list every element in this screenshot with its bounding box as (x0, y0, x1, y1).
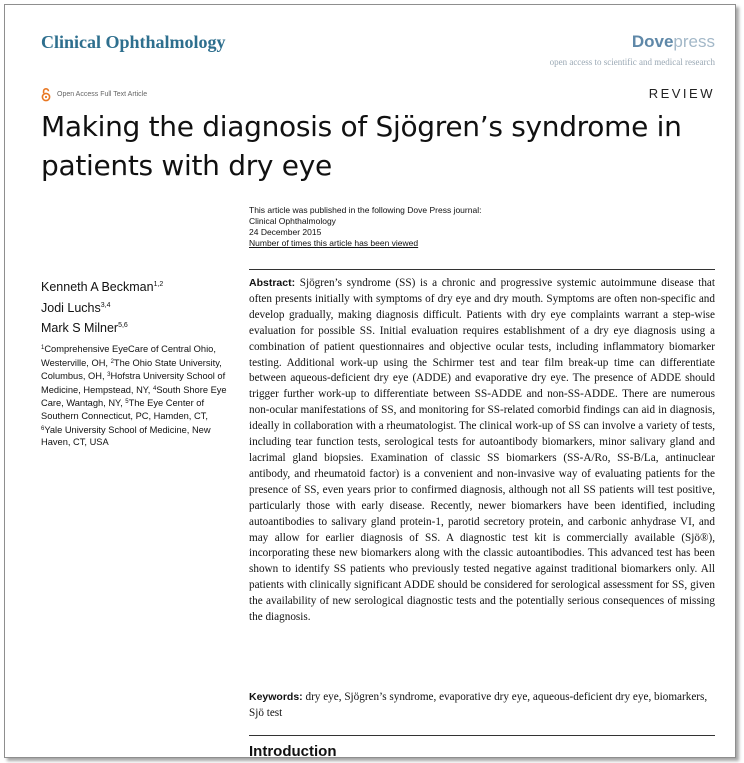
article-page (4, 4, 736, 758)
article-title: Making the diagnosis of Sjögren’s syndrome in patients with dry eye (41, 110, 682, 182)
affiliation-text: Comprehensive EyeCare of Central Ohio, Westerville, OH, (41, 344, 216, 368)
author-list (41, 276, 163, 338)
publisher-logo-press: press (673, 32, 715, 51)
author-affiliation-marker: 1,2 (153, 281, 164, 288)
affiliation-text: Hofstra University School of Medicine, Hempstead, NY, (41, 371, 226, 395)
author-affiliation-marker: 5,6 (118, 322, 128, 329)
publication-info-intro: This article was published in the following Dove Press journal: (249, 205, 482, 215)
affiliation (41, 425, 211, 448)
abstract-text: Sjögren’s syndrome (SS) is a chronic and progressive systemic autoimmune disease that often presents initially with symptoms of dry eye and dry mouth. Symptoms are often non-specific and develop gradually, making diagnosis difficult. Patients with dry eye complaints warrant a step-wise evaluation for possible SS. Initial evaluation requires establishment of a dry eye diagnosis using a combination of patient questionnaires and objective ocular tests, including inflammatory biomarker testing. Additional work-up using the Schirmer test and tear film break-up time can differentiate between aqueous-deficient dry eye (ADDE) and evaporative dry eye. The presence of ADDE should trigger further work-up to differentiate between SS-ADDE and non-SS-ADDE. There are numerous non-ocular manifestations of SS, and monitoring for SS-related comorbid findings can aid in diagnosis, ideally in collaboration with a rheumatologist. The clinical work-up of SS can involve a variety of tests, including tear function tests, serological tests for autoantibody biomarkers, minor salivary gland and lacrimal gland biopsies. Examination of classic SS biomarkers (SS-A/Ro, SS-B/La, antinuclear antibody, and rheumatoid factor) is a convenient and non-invasive way of evaluating patients for the presence of SS, even years prior to confirmed diagnosis, although not all SS patients will test positive, particularly those with early disease. Recently, newer biomarkers have been identified, including autoantibodies to salivary gland protein-1, parotid secretory protein, and carbonic anhydrase VI, and may allow for earlier diagnosis of SS. A diagnostic test kit is commercially available (Sjö®), incorporating these new biomarkers along with the classic autoantibodies. This advanced test has been shown to identify SS patients who previously tested negative against traditional biomarkers only. All patients with clinically significant ADDE should be considered for serological assessment for SS, given the availability of new serological diagnostic tests and the potentially serious consequences of missing the diagnosis. (249, 277, 716, 624)
publisher-tagline: open access to scientific and medical research (549, 57, 715, 67)
publication-info-journal: Clinical Ophthalmology (249, 216, 336, 226)
article-type-label: REVIEW (648, 86, 715, 101)
affiliation-marker: 4 (152, 385, 157, 392)
affiliation-text: South Shore Eye Care, Wantagh, NY, (41, 384, 227, 409)
author (41, 317, 163, 338)
affiliation-marker: 2 (110, 358, 114, 365)
affiliation-text: Yale University School of Medicine, New Haven, CT, USA (41, 424, 211, 448)
keywords-text: dry eye, Sjögren’s syndrome, evaporative dry eye, aqueous-deficient dry eye, biomarkers, Sjö test (249, 691, 708, 719)
abstract-label: Abstract: (249, 277, 296, 289)
author (41, 276, 163, 297)
affiliation-text: The Ohio State University, Columbus, OH, (41, 357, 222, 382)
author-affiliation-marker: 3,4 (100, 301, 111, 309)
abstract-top-rule (249, 269, 715, 270)
affiliation-marker: 1 (41, 345, 45, 351)
article-views-link[interactable]: Number of times this article has been viewed (249, 238, 419, 248)
open-access-lock-icon (41, 87, 51, 102)
publication-info-date: 24 December 2015 (249, 227, 322, 237)
publisher-logo-dove: Dove (631, 32, 674, 51)
author-name: Jodi Luchs (41, 300, 101, 315)
keywords (249, 689, 715, 721)
author-name: Kenneth A Beckman (41, 280, 154, 294)
abstract (249, 276, 715, 626)
open-access-label: Open Access Full Text Article (57, 90, 148, 98)
author (41, 297, 163, 318)
keywords-label: Keywords: (249, 691, 303, 703)
affiliations (41, 342, 231, 449)
affiliation-text: The Eye Center of Southern Connecticut, PC, Hamden, CT, (41, 398, 208, 421)
affiliation-marker: 5 (125, 399, 129, 406)
author-name: Mark S Milner (41, 321, 119, 335)
section-heading: Introduction (249, 743, 337, 758)
affiliation-marker: 6 (41, 425, 45, 432)
journal-name: Clinical Ophthalmology (41, 32, 226, 52)
publication-info (249, 205, 481, 249)
open-access-badge (41, 86, 147, 102)
affiliation-marker: 3 (107, 372, 111, 379)
publisher-logo (632, 32, 715, 52)
abstract-bottom-rule (249, 735, 715, 736)
